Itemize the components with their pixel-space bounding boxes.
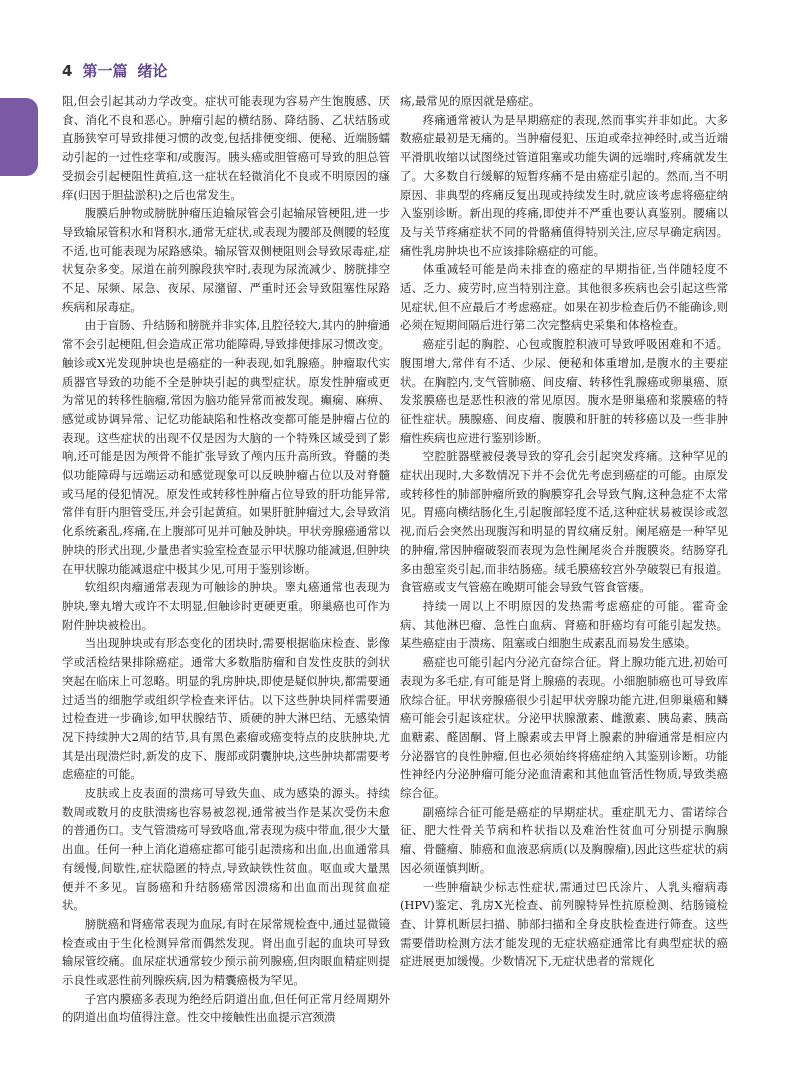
paragraph: 一些肿瘤缺少标志性症状,需通过巴氏涂片、人乳头瘤病毒(HPV)鉴定、乳房X光检查、前列腺特异性抗原检测、结肠镜检查、计算机断层扫描、肺部扫描和全身皮肤检查进行筛查。这些需要借助检测方法才能发现的无症状癌症通常比有典型症状的癌症进展更加缓慢。少数情况下,无症状患者的常规化 (400, 879, 728, 969)
paragraph: 癌症也可能引起内分泌亢奋综合征。肾上腺功能亢进,初始可表现为多毛症,有可能是肾上腺癌的表现。小细胞肺癌也可导致库欣综合征。甲状旁腺癌很少引起甲状旁腺功能亢进,但卵巢癌和鳞癌可能会引起该症状。分泌甲状腺激素、雌激素、胰岛素、胰高血糖素、醛固酮、肾上腺素或去甲肾上腺素的肿瘤通常是相应内分泌器官的良性肿瘤,但也必须始终将癌症纳入其鉴别诊断。功能性神经内分泌肿瘤可能分泌血清素和其他血管活性物质,导致类癌综合征。 (400, 655, 728, 801)
chapter-tab-marker (0, 98, 38, 176)
paragraph: 膀胱癌和肾癌常表现为血尿,有时在尿常规检查中,通过显微镜检查或由于生化检测异常而偶然发现。肾出血引起的血块可导致输尿管绞痛。血尿症状通常较少预示前列腺癌,但肉眼血精症则提示良性或恶性前列腺疾病,因为精囊癌极为罕见。 (62, 916, 390, 988)
paragraph: 腹膜后肿物或膀胱肿瘤压迫输尿管会引起输尿管梗阻,进一步导致输尿管积水和肾积水,通常无症状,或表现为腰部及侧腰的轻度不适,也可能表现为尿路感染。输尿管双侧梗阻则会导致尿毒症,症状复杂多变。尿道在前列腺段狭窄时,表现为尿流减少、膀胱排空不足、尿频、尿急、夜尿、尿潴留、严重时还会导致阻塞性尿路疾病和尿毒症。 (62, 206, 390, 314)
right-column (400, 92, 728, 971)
paragraph: 癌症引起的胸腔、心包或腹腔积液可导致呼吸困难和不适。腹围增大,常伴有不适、少尿、便秘和体重增加,是腹水的主要症状。在胸腔内,支气管肺癌、间皮瘤、转移性乳腺癌或卵巢癌、原发浆膜癌也是恶性积液的常见原因。腹水是卵巢癌和浆膜癌的特征性症状。胰腺癌、间皮瘤、腹膜和肝脏的转移癌以及一些非肿瘤性疾病也应进行鉴别诊断。 (400, 337, 728, 445)
paragraph: 子宫内膜癌多表现为绝经后阴道出血,但任何正常月经周期外的阴道出血均值得注意。性交中接触性出血提示宫颈溃 (62, 991, 390, 1025)
paragraph: 空腔脏器壁被侵袭导致的穿孔会引起突发疼痛。这种罕见的症状出现时,大多数情况下并不会优先考虑到癌症的可能。由原发或转移性的肺部肿瘤所致的胸膜穿孔会导致气胸,这种急症不太常见。胃癌向横结肠化生,引起腹部轻度不适,这种症状易被误诊或忽视,而后会突然出现腹泻和明显的胃纹痛反射。阑尾癌是一种罕见的肿瘤,常因肿瘤破裂而表现为急性阑尾炎合并腹膜炎。结肠穿孔多由憩室炎引起,而非结肠癌。绒毛膜癌较宫外孕破裂已有报道。食管癌或支气管癌在晚期可能会导致气管食管瘘。 (400, 449, 728, 595)
paragraph: 副癌综合征可能是癌症的早期症状。重症肌无力、雷诺综合征、肥大性骨关节病和杵状指以及难治性贫血可分别提示胸腺瘤、骨髓瘤、肺癌和血液恶病质(以及胸腺瘤),因此这些症状的病因必须谨慎判断。 (400, 804, 728, 875)
paragraph: 疼痛通常被认为是早期癌症的表现,然而事实并非如此。大多数癌症最初是无痛的。当肿瘤侵犯、压迫或牵拉神经时,或当近端平滑肌收缩以试图绕过管道阻塞或功能失调的远端时,疼痛就发生了。大多数自行缓解的短暂疼痛不是由癌症引起的。然而,当不明原因、非典型的疼痛反复出现或持续发生时,就应该考虑将癌症纳入鉴别诊断。新出现的疼痛,即使并不严重也要认真鉴别。腰痛以及与关节疼痛症状不同的骨骼痛值得特别关注,应尽早确定病因。痛性乳房肿块也不应该排除癌症的可能。 (400, 112, 728, 258)
part-label: 第一篇 (82, 62, 128, 80)
page-number: 4 (62, 62, 73, 80)
running-header (62, 60, 167, 82)
chapter-title: 绪论 (137, 62, 168, 80)
paragraph: 体重减轻可能是尚未排查的癌症的早期指征,当伴随轻度不适、乏力、疲劳时,应当特别注意。其他很多疾病也会引起这些常见症状,但不应最后才考虑癌症。如果在初步检查后仍不能确诊,则必须在短期间隔后进行第二次完整病史采集和体格检查。 (400, 262, 728, 333)
paragraph: 皮肤或上皮表面的溃疡可导致失血、成为感染的源头。持续数周或数月的皮肤溃疡也容易被忽视,通常被当作是某次受伤未愈的普通伤口。支气管溃疡可导致咯血,常表现为痰中带血,很少大量出血。任何一种上消化道癌症都可能引起溃疡和出血,出血通常具有缓慢,间歇性,症状隐匿的特点,导致缺铁性贫血。呕血或大量黑便并不多见。盲肠癌和升结肠癌常因溃疡和出血而出现贫血症状。 (62, 786, 390, 913)
paragraph: 由于盲肠、升结肠和膀胱并非实体,且腔径较大,其内的肿瘤通常不会引起梗阻,但会造成正常功能障碍,导致排便排尿习惯改变。触诊或X光发现肿块也是癌症的一种表现,如乳腺癌。肿瘤取代实质器官导致的功能不全是肿块引起的典型症状。原发性肿瘤或更为常见的转移性脑瘤,常因为脑功能异常而被发现。癫痫、麻痹、感觉或协调异常、记忆功能缺陷和性格改变都可能是肿瘤占位的表现。这些症状的出现不仅是因为大脑的一个特殊区域受到了影响,还可能是因为颅骨不能扩张导致了颅内压升高所致。脊髓的类似功能障碍与远端运动和感觉现象可以反映肿瘤占位以及对脊髓或马尾的侵犯情况。原发性或转移性肿瘤占位导致的肝功能异常,常伴有肝内胆管受压,并会引起黄疸。如果肝脏肿瘤过大,会导致消化系统紊乱,疼痛,在上腹部可见并可触及肿块。甲状旁腺癌通常以肿块的形式出现,少量患者实验室检查显示甲状腺功能减退,但肿块在甲状腺功能减退症中极其少见,可用于鉴别诊断。 (62, 318, 390, 576)
paragraph: 当出现肿块或有形态变化的团块时,需要根据临床检查、影像学或活检结果排除癌症。通常大多数脂肪瘤和自发性皮肤的剑状突起在临床上可忽略。明显的乳房肿块,即使是疑似肿块,都需要通过适当的细胞学或组织学检查来评估。以下这些肿块同样需要通过检查进一步确诊,如甲状腺结节、质硬的肿大淋巴结、无感染情况下持续肿大2周的结节,具有黑色素瘤或癌变特点的皮肤肿块,尤其是出现溃烂时,新发的皮下、腹部或阴囊肿块,这些肿块都需要考虑癌症的可能。 (62, 636, 390, 782)
left-column (62, 92, 390, 1027)
paragraph: 疡,最常见的原因就是癌症。 (400, 94, 541, 108)
paragraph: 软组织肉瘤通常表现为可触诊的肿块。睾丸癌通常也表现为肿块,睾丸增大或许不太明显,但触诊时更硬更重。卵巢癌也可作为附件肿块被检出。 (62, 580, 390, 632)
paragraph: 持续一周以上不明原因的发热需考虑癌症的可能。霍奇金病、其他淋巴瘤、急性白血病、肾癌和肝癌均有可能引起发热。某些癌症由于溃疡、阻塞或白细胞生成素乱而易发生感染。 (400, 598, 728, 651)
paragraph: 阻,但会引起其动力学改变。症状可能表现为容易产生饱腹感、厌食、消化不良和恶心。肿瘤引起的横结肠、降结肠、乙状结肠或直肠狭窄可导致排便习惯的改变,包括排便变细、便秘、近端肠蠕动引起的一过性痉挛和/或腹泻。胰头癌或胆管癌可导致的胆总管受损会引起梗阻性黄疸,这一症状在轻微消化不良或不明原因的瘙痒(归因于胆盐淤积)之后也常发生。 (62, 94, 390, 202)
